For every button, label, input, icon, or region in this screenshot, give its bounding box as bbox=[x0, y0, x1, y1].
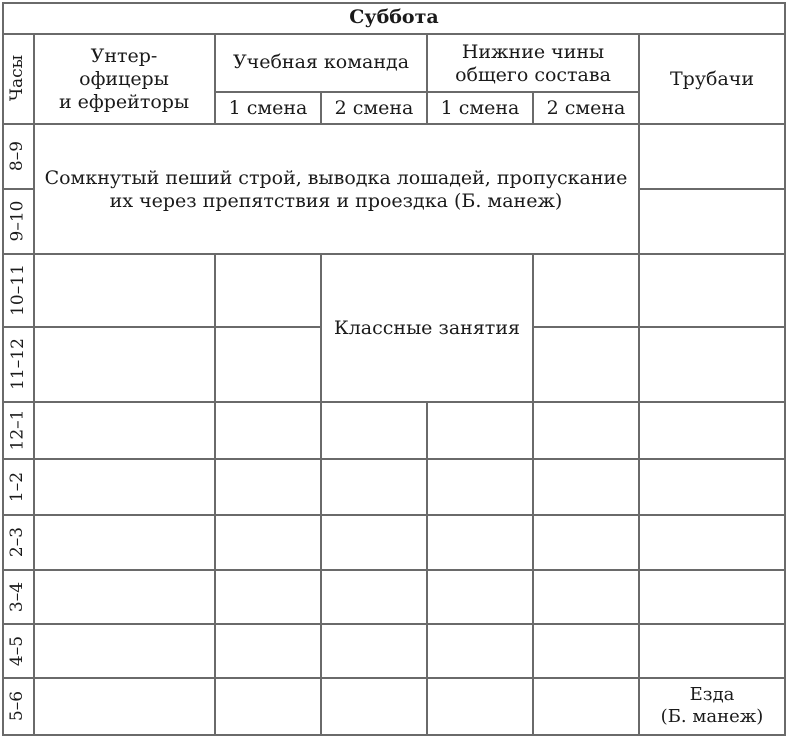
drill-cell: Сомкнутый пеший строй, выводка лошадей, пропускание их через препятствия и проездка (Б. манеж) bbox=[44, 167, 628, 212]
divider bbox=[2, 623, 786, 625]
trumpeters-riding-cell: Езда (Б. манеж) bbox=[660, 684, 764, 727]
hour-label: 3–4 bbox=[7, 581, 28, 612]
header-training-team: Учебная команда bbox=[232, 51, 410, 73]
header-shift-2: 2 смена bbox=[546, 96, 626, 119]
divider bbox=[638, 33, 640, 736]
divider bbox=[639, 188, 786, 190]
hour-label: 2–3 bbox=[7, 526, 28, 558]
divider bbox=[2, 458, 786, 460]
divider bbox=[2, 514, 786, 516]
header-trumpeters: Трубачи bbox=[669, 67, 754, 90]
header-shift-2: 2 смена bbox=[334, 96, 414, 119]
hour-label: 4–5 bbox=[7, 635, 28, 666]
class-cell: Классные занятия bbox=[334, 316, 520, 339]
hour-label: 12–1 bbox=[7, 409, 28, 451]
table-title: Суббота bbox=[349, 6, 439, 28]
border-bottom bbox=[2, 734, 786, 736]
hour-label: 8–9 bbox=[7, 140, 28, 172]
header-shift-1: 1 смена bbox=[228, 96, 308, 119]
hour-label: 5–6 bbox=[7, 690, 28, 722]
divider bbox=[426, 401, 428, 736]
hour-label: 9–10 bbox=[7, 200, 28, 242]
header-lower-ranks: Нижние чины общего состава bbox=[455, 40, 611, 86]
divider bbox=[2, 326, 322, 328]
hour-label: 10–11 bbox=[7, 264, 28, 316]
header-nco: Унтер- офицеры и ефрейторы bbox=[58, 44, 190, 113]
divider bbox=[214, 253, 216, 736]
header-hours: Часы bbox=[7, 54, 28, 102]
hour-label: 11–12 bbox=[7, 338, 28, 390]
divider bbox=[2, 569, 786, 571]
divider bbox=[533, 326, 786, 328]
header-shift-1: 1 смена bbox=[440, 96, 520, 119]
hour-label: 1–2 bbox=[7, 471, 28, 502]
